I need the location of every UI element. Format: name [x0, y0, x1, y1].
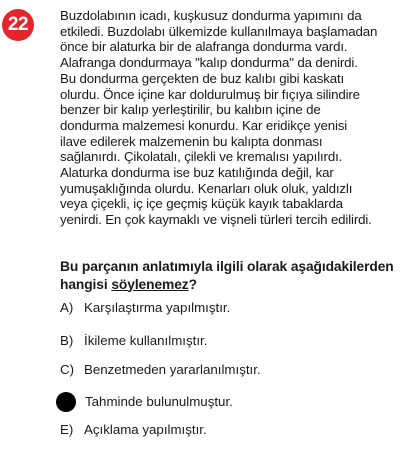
passage-line: veya çiçekli, iç içe geçmiş küçük kayık tabaklarda — [60, 196, 343, 212]
option-letter: A) — [60, 300, 74, 315]
passage-line: olurdu. Önce içine kar doldurulmuş bir fıçıya silindire — [60, 86, 360, 102]
option-text: Açıklama yapılmıştır. — [84, 422, 207, 437]
option-text: Karşılaştırma yapılmıştır. — [84, 300, 231, 315]
passage-line: etkiledi. Buzdolabı ülkemizde kullanılmaya başlamadan — [60, 23, 378, 39]
passage-line: Alafranga dondurmaya "kalıp dondurma" da denirdi. — [60, 55, 358, 71]
filled-answer-bubble — [56, 392, 76, 412]
option-a[interactable] — [60, 300, 230, 316]
passage-line: benzer bir kalıp yerleştirilir, bu kalıbın içine de — [60, 102, 321, 118]
passage-line: Alaturka dondurma ise buz katılığında değil, kar — [60, 165, 334, 181]
question-number-badge — [2, 9, 34, 41]
option-letter: E) — [60, 422, 74, 437]
option-c[interactable] — [60, 362, 261, 378]
option-text: Tahminde bulunulmuştur. — [85, 394, 233, 409]
question-line-2 — [60, 276, 405, 294]
question-stem — [60, 258, 405, 293]
question-negative-keyword: söylenemez — [111, 276, 189, 292]
passage-line: Buzdolabının icadı, kuşkusuz dondurma yapımını da — [60, 8, 362, 23]
option-text: İkileme kullanılmıştır. — [84, 333, 208, 348]
passage-line: sağlanırdı. Çikolatalı, çilekli ve kremalısı yapılırdı. — [60, 149, 343, 165]
option-letter: C) — [60, 362, 75, 377]
passage-line: önce bir alaturka bir de alafranga dondurma vardı. — [60, 39, 348, 55]
passage-line: yenirdi. En çok kaymaklı ve vişneli türleri tercih edilirdi. — [60, 212, 372, 228]
option-d[interactable] — [60, 392, 233, 412]
question-number: 22 — [7, 14, 29, 35]
passage-line: ilave edilerek malzemenin bu kalıpta donması — [60, 133, 323, 149]
question-prefix: hangisi — [60, 276, 112, 292]
option-text: Benzetmeden yararlanılmıştır. — [84, 362, 261, 377]
passage — [60, 8, 405, 228]
question-mark: ? — [188, 276, 197, 292]
question-line-1: Bu parçanın anlatımıyla ilgili olarak aşağıdakilerden — [60, 259, 394, 274]
option-letter: B) — [60, 333, 74, 348]
passage-line: Bu dondurma gerçekten de buz kalıbı gibi kaskatı — [60, 70, 345, 86]
passage-line: yumuşaklığında olurdu. Kenarları oluk oluk, yaldızlı — [60, 180, 353, 196]
option-e[interactable] — [60, 422, 207, 438]
passage-line: dondurma malzemesi konurdu. Kar eridikçe yenisi — [60, 117, 348, 133]
option-b[interactable] — [60, 333, 207, 349]
